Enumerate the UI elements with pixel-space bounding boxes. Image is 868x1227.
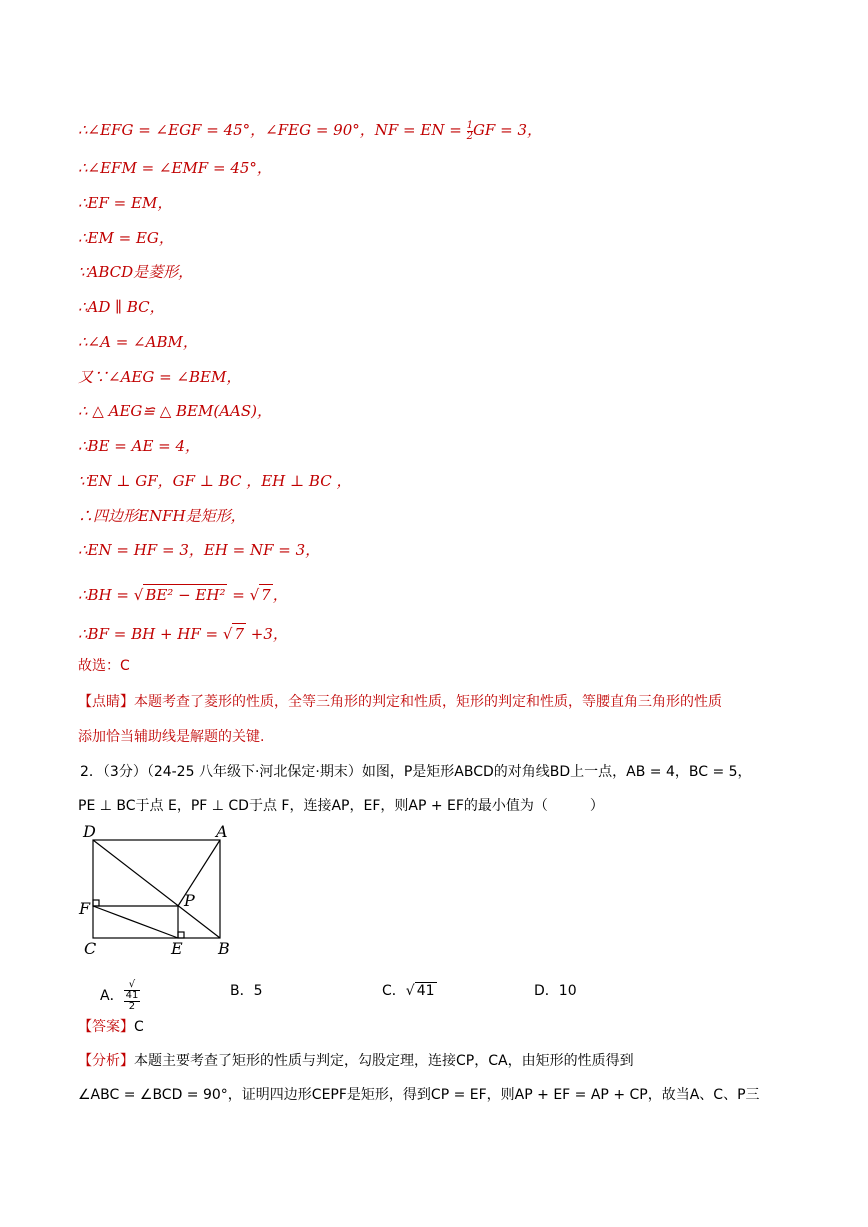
solution-line-6: ∴AD ∥ BC， <box>78 298 165 316</box>
comment-tag: 【点睛】 <box>78 694 134 710</box>
question-2-line-2: PE ⊥ BC于点 E，PF ⊥ CD于点 F，连接AP，EF，则AP + EF的最小值为（ ） <box>78 798 604 814</box>
segment-ef <box>93 906 178 938</box>
label-a: A <box>216 822 228 841</box>
comment-line-2: 添加恰当辅助线是解题的关键. <box>78 729 265 745</box>
answer-value: C <box>134 1019 144 1035</box>
analysis-line-1: 【分析】本题主要考查了矩形的性质与判定，勾股定理，连接CP，CA，由矩形的性质得到 <box>78 1053 634 1069</box>
choice-d[interactable]: D．10 <box>534 983 577 999</box>
solution-line-1: ∴∠EFG = ∠EGF = 45°，∠FEG = 90°，NF = EN = $\frac{1}{2}$ GF = 3， <box>78 119 542 142</box>
solution-line-8: 又∵∠AEG = ∠BEM， <box>78 368 242 386</box>
label-d: D <box>83 822 96 841</box>
label-b: B <box>218 939 230 958</box>
answer-line <box>78 1017 144 1037</box>
right-angle-mark-e <box>178 932 184 938</box>
answer-tag: 【答案】 <box>78 1019 134 1035</box>
solution-line-14: ∴BH = √ BE² − EH² = √ 7 ， <box>78 586 288 604</box>
solution-line-4: ∴EM = EG， <box>78 229 174 247</box>
rectangle-figure <box>78 822 248 962</box>
label-e: E <box>171 939 183 958</box>
choice-c[interactable]: C．√ 41 <box>382 983 435 999</box>
question-2-line-1: 2．（3分）（24-25 八年级下·河北保定·期末）如图，P是矩形ABCD的对角线BD上一点，AB = 4，BC = 5， <box>80 764 752 780</box>
choice-b[interactable]: B．5 <box>230 983 263 999</box>
diagonal-bd <box>93 840 220 938</box>
solution-line-11: ∵EN ⊥ GF，GF ⊥ BC ，EH ⊥ BC ， <box>78 472 352 490</box>
label-f: F <box>79 899 91 918</box>
solution-line-10: ∴BE = AE = 4， <box>78 437 201 455</box>
label-p: P <box>184 891 195 910</box>
analysis-tag: 【分析】 <box>78 1053 134 1069</box>
solution-line-7: ∴∠A = ∠ABM， <box>78 333 198 351</box>
solution-line-15: ∴BF = BH + HF = √ 7 +3， <box>78 625 288 643</box>
label-c: C <box>84 939 97 958</box>
solution-line-12: ∴四边形ENFH是矩形， <box>78 507 246 525</box>
analysis-line-2: ∠ABC = ∠BCD = 90°，证明四边形CEPF是矩形，得到CP = EF，则AP + EF = AP + CP，故当A、C、P三 <box>78 1087 760 1103</box>
answer-select-line: 故选：C <box>78 658 130 674</box>
solution-line-3: ∴EF = EM， <box>78 194 173 212</box>
solution-line-13: ∴EN = HF = 3，EH = NF = 3， <box>78 541 321 559</box>
solution-line-2: ∴∠EFM = ∠EMF = 45°， <box>78 159 272 177</box>
solution-line-5: ∵ABCD是菱形， <box>78 263 194 281</box>
choice-a[interactable]: A． √ 41 2 <box>100 979 139 1012</box>
comment-line-1: 【点睛】本题考查了菱形的性质，全等三角形的判定和性质，矩形的判定和性质，等腰直角三角形的性质 <box>78 694 722 710</box>
solution-line-9: ∴ △ AEG≌ △ BEM(AAS)， <box>78 402 272 420</box>
right-angle-mark-f <box>93 900 99 906</box>
